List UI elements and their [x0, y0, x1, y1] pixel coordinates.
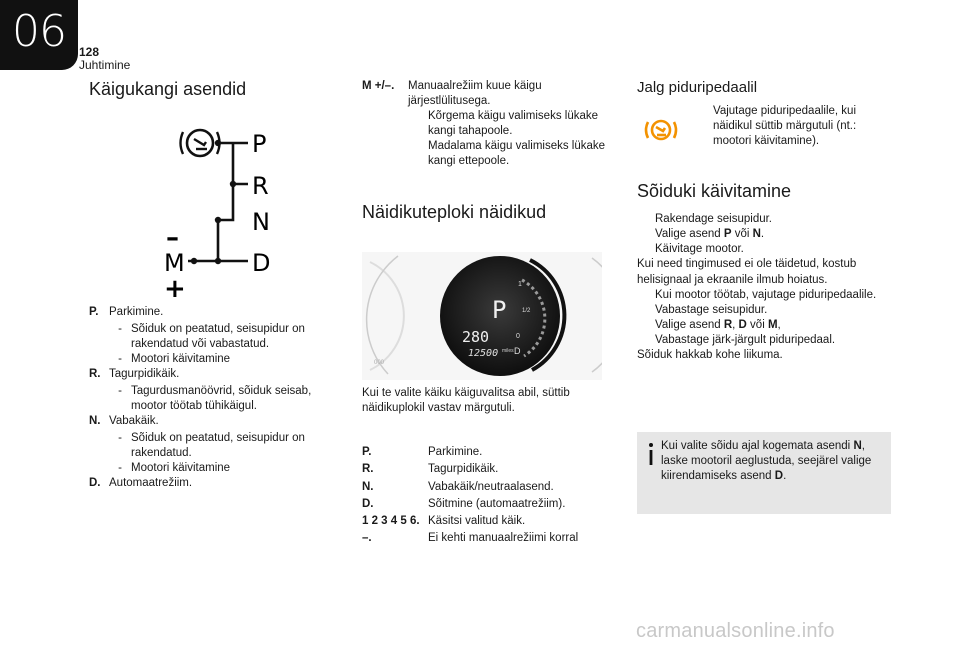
- chapter-number: 06: [12, 6, 66, 57]
- start-step-text: [655, 288, 897, 303]
- gear-label-p: P: [252, 130, 267, 158]
- gear-label-r: R: [252, 172, 269, 200]
- text-run: Kui mootor töötab, vajutage piduripedaalile.: [655, 289, 877, 301]
- definition-key: P.: [89, 306, 99, 318]
- definition-key: N.: [89, 415, 101, 427]
- text-run: , laske mootoril aeglustuda, seejärel valige kiirendamiseks asend: [661, 440, 872, 482]
- start-step-text: [655, 227, 897, 242]
- brake-warning-icon: [641, 115, 681, 145]
- brake-pedal-icon: [181, 130, 220, 156]
- start-step-text: [655, 333, 897, 348]
- gear-definitions: [89, 305, 339, 493]
- start-step: [637, 242, 897, 257]
- cluster-left-small: 000: [374, 360, 385, 366]
- section-name: Juhtimine: [79, 58, 131, 72]
- start-step: [637, 212, 897, 227]
- gear-label-d: D: [252, 249, 271, 277]
- definition-key: D.: [89, 477, 101, 489]
- text-run: või: [746, 319, 768, 331]
- definition-text: Parkimine.: [109, 306, 164, 318]
- legend-key: 1 2 3 4 5 6.: [362, 515, 420, 528]
- definition-sub-item: [109, 431, 339, 461]
- bullet-icon: [637, 212, 655, 227]
- bullet-icon: [637, 288, 655, 303]
- bullet-icon: [637, 333, 655, 348]
- cluster-gear: P: [492, 296, 507, 324]
- legend-value: Tagurpidikäik.: [428, 463, 499, 476]
- start-step-text: [655, 242, 897, 257]
- bullet-icon: [408, 139, 428, 169]
- bullet-icon: [693, 104, 713, 149]
- start-note: [637, 348, 897, 364]
- start-step-text: [655, 212, 897, 227]
- dash-marker: -: [118, 432, 122, 444]
- text-run: Kui need tingimused ei ole täidetud, kostub helisignaal ja ekraanile ilmub hoiatus.: [637, 258, 857, 286]
- gear-label-m: M: [164, 249, 185, 277]
- emphasis-text: P: [723, 228, 732, 240]
- brake-instruction-text: Vajutage piduripedaalile, kui näidikul süttib märgutuli (nt.: mootori käivitamine).: [713, 105, 857, 147]
- manual-mode-key: M +/–.: [362, 80, 395, 92]
- cluster-unit: miles: [502, 348, 514, 354]
- start-step-text: [655, 303, 897, 318]
- definition-text: Automaatrežiim.: [109, 477, 193, 489]
- definition-key: R.: [89, 368, 101, 380]
- info-icon: [645, 442, 657, 466]
- text-run: Käivitage mootor.: [655, 243, 744, 255]
- dash-marker: -: [118, 462, 122, 474]
- bullet-icon: [408, 109, 428, 139]
- legend-row: [362, 513, 612, 530]
- legend-value: Parkimine.: [428, 446, 483, 458]
- legend-value: Ei kehti manuaalrežiimi korral: [428, 532, 579, 545]
- start-step: [637, 288, 897, 303]
- manual-mode-bullet: [408, 139, 612, 169]
- text-run: Kui valite sõidu ajal kogemata asendi: [661, 440, 854, 452]
- legend-key: R.: [362, 463, 374, 476]
- gear-label-minus: –: [166, 223, 179, 253]
- legend-value: Käsitsi valitud käik.: [428, 515, 526, 528]
- info-text: [661, 439, 885, 484]
- definition-sub-item: [109, 322, 339, 352]
- manual-mode-definition: [362, 79, 612, 169]
- legend-row: [362, 496, 612, 513]
- emphasis-text: D: [738, 319, 747, 331]
- cluster-speed: 280: [462, 328, 490, 346]
- legend-key: P.: [362, 446, 372, 458]
- emphasis-text: R: [723, 319, 733, 331]
- brake-instruction: [693, 104, 893, 149]
- legend-value: Sõitmine (automaatrežiim).: [428, 497, 566, 510]
- brake-section-title: Jalg piduripedaalil: [637, 79, 758, 96]
- start-step: [637, 333, 897, 348]
- cluster-mark-empty: 0: [516, 333, 520, 340]
- cluster-indicator: D: [514, 346, 521, 356]
- gear-definition: [89, 367, 339, 382]
- legend-value: Vabakäik/neutraalasend.: [428, 480, 554, 493]
- dash-marker: -: [118, 385, 122, 397]
- text-run: Valige asend: [655, 228, 724, 240]
- emphasis-text: N: [752, 228, 761, 240]
- bullet-icon: [637, 303, 655, 318]
- dash-marker: -: [118, 323, 122, 335]
- definition-sub-text: Sõiduk on peatatud, seisupidur on rakendatud või vabastatud.: [131, 323, 305, 350]
- definition-text: Tagurpidikäik.: [109, 368, 180, 380]
- definition-sub-item: [109, 384, 339, 414]
- cluster-odometer: 12500: [468, 348, 499, 359]
- manual-mode-text: Manuaalrežiim kuue käigu järjestlülitusega.: [408, 80, 542, 107]
- emphasis-text: D: [774, 470, 784, 482]
- gear-positions-title: Käigukangi asendid: [89, 79, 247, 99]
- cluster-indicators-title: Näidikuteploki näidikud: [362, 202, 547, 222]
- text-run: Rakendage seisupidur.: [655, 213, 772, 225]
- legend-key: N.: [362, 480, 374, 493]
- emphasis-text: M: [767, 319, 778, 331]
- manual-mode-bullet: [408, 109, 612, 139]
- text-run: Valige asend: [655, 319, 724, 331]
- bullet-icon: [637, 242, 655, 257]
- cluster-mark-full: 1: [518, 281, 522, 288]
- instrument-cluster-image: [362, 252, 602, 380]
- definition-sub-item: [109, 461, 339, 476]
- legend-row: [362, 479, 612, 496]
- text-run: .: [783, 470, 787, 482]
- start-step: [637, 227, 897, 242]
- legend-row: [362, 530, 612, 547]
- text-run: .: [760, 228, 765, 240]
- cluster-caption: Kui te valite käiku käiguvalitsa abil, süttib näidikuplokil vastav märgutuli.: [362, 387, 570, 414]
- definition-text: Vabakäik.: [109, 415, 159, 427]
- vehicle-start-title: Sõiduki käivitamine: [637, 181, 792, 201]
- vehicle-start-steps: [637, 212, 897, 364]
- dash-marker: -: [118, 353, 122, 365]
- text-run: Vabastage seisupidur.: [655, 304, 768, 316]
- chapter-tab: [0, 0, 78, 70]
- legend-row: [362, 461, 612, 478]
- legend-key: D.: [362, 497, 374, 510]
- text-run: ,: [777, 319, 781, 331]
- gear-label-plus: +: [164, 274, 186, 300]
- gear-shift-diagram: [160, 122, 280, 300]
- definition-sub-item: [109, 352, 339, 367]
- gear-definition: [89, 476, 339, 491]
- bullet-icon: [637, 318, 655, 333]
- gear-definition: [89, 305, 339, 320]
- bullet-text: Madalama käigu valimiseks lükake kangi ettepoole.: [428, 140, 606, 167]
- emphasis-text: N: [853, 440, 862, 452]
- start-step: [637, 303, 897, 318]
- text-run: Sõiduk hakkab kohe liikuma.: [637, 349, 783, 361]
- definition-sub-text: Mootori käivitamine: [131, 353, 231, 365]
- watermark: carmanualsonline.info: [636, 620, 835, 642]
- definition-sub-text: Sõiduk on peatatud, seisupidur on rakendatud.: [131, 432, 305, 459]
- start-step: [637, 318, 897, 333]
- text-run: või: [731, 228, 753, 240]
- start-step-text: [655, 318, 897, 333]
- legend-row: [362, 444, 612, 461]
- definition-sub-text: Mootori käivitamine: [131, 462, 231, 474]
- cluster-mark-half: 1/2: [522, 308, 531, 314]
- bullet-icon: [637, 227, 655, 242]
- page-number: 128: [79, 45, 100, 59]
- text-run: ,: [732, 319, 739, 331]
- info-box: [637, 432, 891, 514]
- start-note: [637, 257, 897, 288]
- bullet-text: Kõrgema käigu valimiseks lükake kangi tahapoole.: [428, 110, 599, 137]
- legend-key: –.: [362, 532, 372, 545]
- gear-label-n: N: [252, 208, 270, 236]
- cluster-legend: [362, 444, 612, 548]
- definition-sub-text: Tagurdusmanöövrid, sõiduk seisab, mootor töötab tühikäigul.: [131, 385, 312, 412]
- gear-definition: [89, 414, 339, 429]
- text-run: Vabastage järk-järgult piduripedaal.: [655, 334, 836, 346]
